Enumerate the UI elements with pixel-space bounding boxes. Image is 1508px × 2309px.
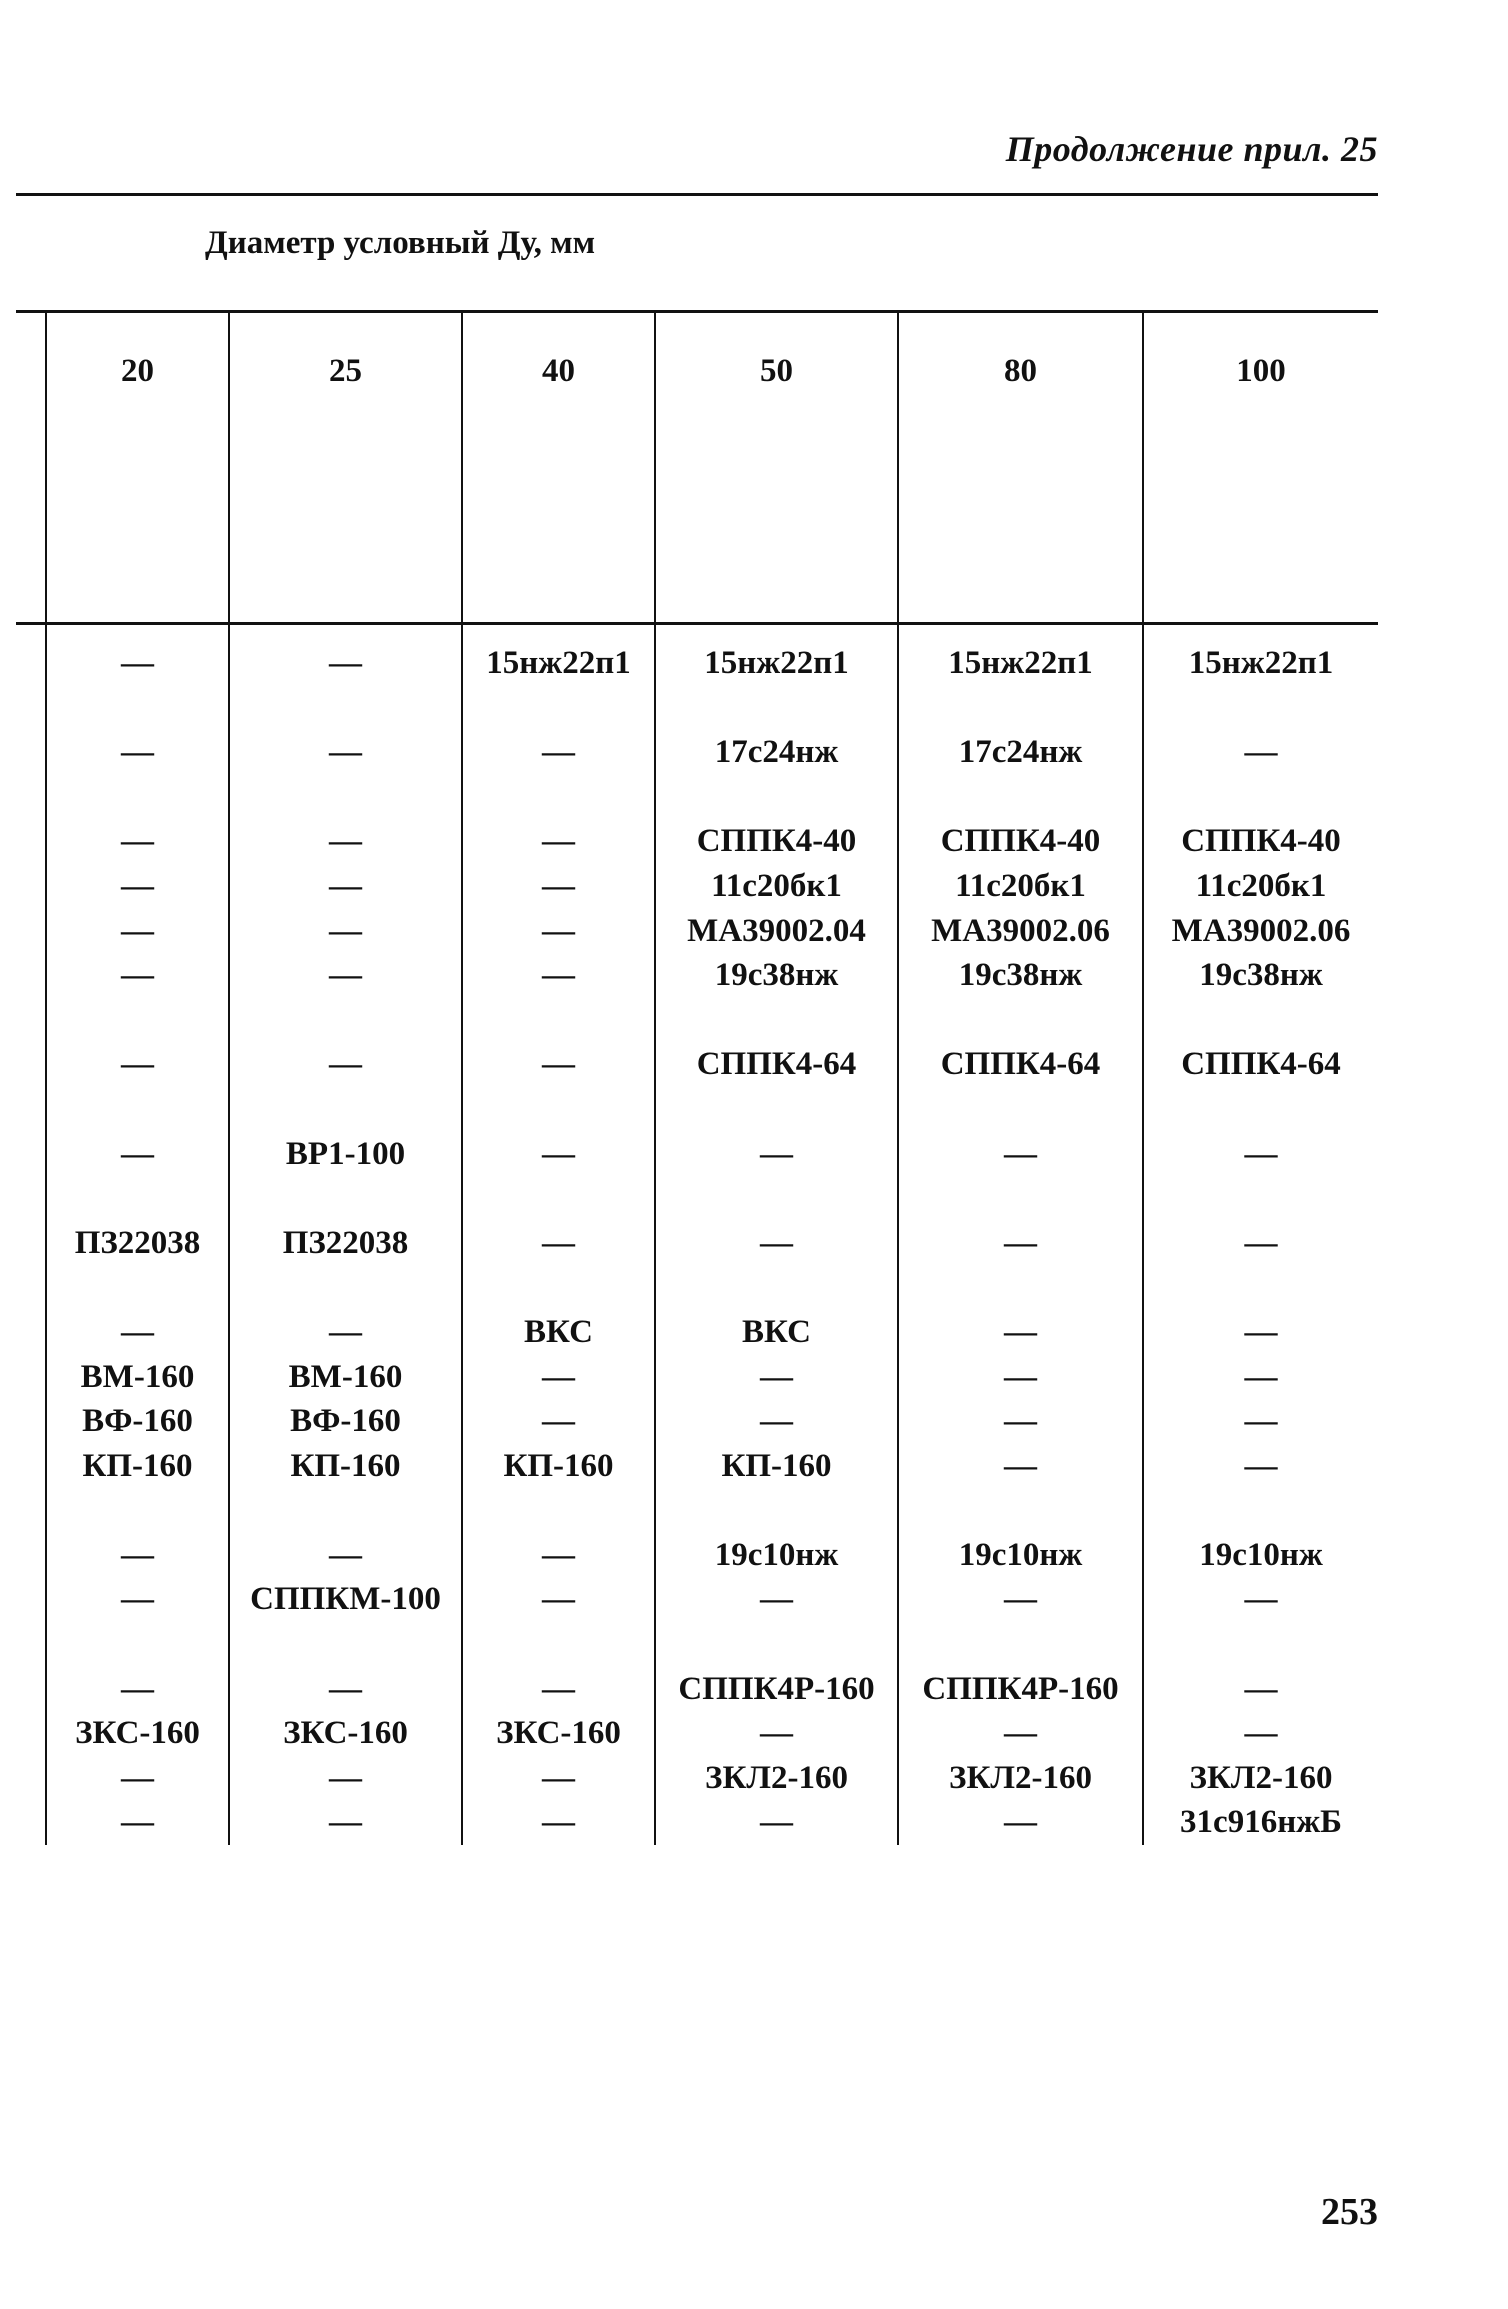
- row-lead-cell: [16, 909, 46, 954]
- table-cell: [46, 1176, 229, 1221]
- table-cell: [655, 775, 898, 820]
- table-cell: [655, 686, 898, 731]
- row-lead-cell: [16, 1622, 46, 1667]
- row-lead-cell: [16, 998, 46, 1043]
- table-row: [16, 1488, 1378, 1533]
- table-row: [16, 1132, 1378, 1177]
- row-lead-cell: [16, 1355, 46, 1400]
- table-cell: —: [655, 1711, 898, 1756]
- table-cell: 19с10нж: [655, 1533, 898, 1578]
- column-header: 25: [229, 312, 462, 624]
- table-cell: —: [229, 1533, 462, 1578]
- table-cell: [1143, 998, 1378, 1043]
- row-lead-cell: [16, 686, 46, 731]
- table-cell: —: [46, 730, 229, 775]
- table-cell: —: [655, 1221, 898, 1266]
- table-row: [16, 1265, 1378, 1310]
- table-cell: [655, 1265, 898, 1310]
- table-cell: [898, 1087, 1143, 1132]
- table-cell: СППК4-64: [898, 1042, 1143, 1087]
- table-cell: [462, 1087, 655, 1132]
- table-cell: [1143, 1622, 1378, 1667]
- table-cell: —: [655, 1132, 898, 1177]
- table-cell: 19с10нж: [898, 1533, 1143, 1578]
- table-cell: —: [655, 1355, 898, 1400]
- table-cell: [1143, 1176, 1378, 1221]
- row-lead-cell: [16, 1087, 46, 1132]
- table-cell: —: [462, 1355, 655, 1400]
- table-cell: —: [1143, 1711, 1378, 1756]
- table-cell: ВКС: [462, 1310, 655, 1355]
- table-cell: [462, 1488, 655, 1533]
- table-cell: —: [46, 1310, 229, 1355]
- page-number: 253: [1321, 2191, 1378, 2233]
- table-cell: ВР1-100: [229, 1132, 462, 1177]
- diameter-table: [16, 310, 1378, 1845]
- table-cell: —: [1143, 1577, 1378, 1622]
- table-cell: [462, 686, 655, 731]
- table-cell: —: [229, 864, 462, 909]
- table-cell: 17с24нж: [898, 730, 1143, 775]
- table-cell: [462, 1176, 655, 1221]
- table-cell: [655, 1488, 898, 1533]
- table-cell: —: [46, 819, 229, 864]
- row-lead-cell: [16, 1667, 46, 1712]
- table-cell: МА39002.04: [655, 909, 898, 954]
- table-cell: КП-160: [46, 1444, 229, 1489]
- table-row: [16, 819, 1378, 864]
- table-cell: —: [462, 953, 655, 998]
- table-cell: [898, 998, 1143, 1043]
- table-cell: —: [1143, 1221, 1378, 1266]
- table-cell: —: [462, 1533, 655, 1578]
- table-cell: [898, 1176, 1143, 1221]
- table-row: [16, 953, 1378, 998]
- table-cell: —: [1143, 1667, 1378, 1712]
- row-lead-cell: [16, 1132, 46, 1177]
- table-cell: —: [229, 819, 462, 864]
- table-cell: —: [462, 730, 655, 775]
- table-cell: —: [46, 624, 229, 686]
- row-lead-cell: [16, 1399, 46, 1444]
- table-cell: [46, 1622, 229, 1667]
- table-cell: [229, 1265, 462, 1310]
- table-cell: —: [46, 1577, 229, 1622]
- table-cell: СППК4Р-160: [655, 1667, 898, 1712]
- table-cell: —: [229, 1800, 462, 1845]
- table-row: [16, 1533, 1378, 1578]
- column-header: 80: [898, 312, 1143, 624]
- table-cell: МА39002.06: [898, 909, 1143, 954]
- table-cell: —: [46, 909, 229, 954]
- row-lead-cell: [16, 953, 46, 998]
- table-cell: 15нж22п1: [898, 624, 1143, 686]
- table-cell: ЗКС-160: [46, 1711, 229, 1756]
- table-cell: —: [898, 1132, 1143, 1177]
- table-cell: —: [229, 909, 462, 954]
- table-cell: —: [655, 1800, 898, 1845]
- table-cell: —: [655, 1399, 898, 1444]
- table-cell: —: [46, 1667, 229, 1712]
- table-row: [16, 686, 1378, 731]
- table-caption: Диаметр условный Ду, мм: [205, 225, 596, 261]
- table-cell: 19с10нж: [1143, 1533, 1378, 1578]
- row-lead-cell: [16, 1444, 46, 1489]
- table-body: [16, 624, 1378, 1846]
- table-cell: —: [229, 1042, 462, 1087]
- table-cell: —: [462, 1756, 655, 1801]
- row-lead-cell: [16, 730, 46, 775]
- table-cell: СППК4-40: [898, 819, 1143, 864]
- table-cell: ЗКЛ2-160: [655, 1756, 898, 1801]
- table-cell: ЗКЛ2-160: [898, 1756, 1143, 1801]
- table-cell: ВМ-160: [229, 1355, 462, 1400]
- table-cell: ЗКС-160: [229, 1711, 462, 1756]
- table-cell: —: [46, 1132, 229, 1177]
- table-cell: [229, 998, 462, 1043]
- table-cell: —: [898, 1577, 1143, 1622]
- table-cell: —: [1143, 1132, 1378, 1177]
- row-lead-cell: [16, 1533, 46, 1578]
- table-row: [16, 1577, 1378, 1622]
- table-cell: —: [898, 1711, 1143, 1756]
- table-row: [16, 998, 1378, 1043]
- table-cell: —: [898, 1399, 1143, 1444]
- running-header: Продолжение прил. 25: [1005, 129, 1378, 169]
- table-cell: —: [898, 1444, 1143, 1489]
- row-lead-cell: [16, 819, 46, 864]
- table-row: [16, 1800, 1378, 1845]
- row-lead-cell: [16, 775, 46, 820]
- table-cell: 11с20бк1: [655, 864, 898, 909]
- table-cell: —: [1143, 730, 1378, 775]
- table-cell: ПЗ22038: [46, 1221, 229, 1266]
- row-lead-cell: [16, 1221, 46, 1266]
- table-row: [16, 1711, 1378, 1756]
- column-header: 50: [655, 312, 898, 624]
- table-cell: —: [1143, 1444, 1378, 1489]
- table-cell: [229, 1622, 462, 1667]
- table-cell: СППК4-64: [655, 1042, 898, 1087]
- table-cell: [46, 1488, 229, 1533]
- table-row: [16, 1399, 1378, 1444]
- table-cell: —: [229, 1667, 462, 1712]
- table-cell: 19с38нж: [1143, 953, 1378, 998]
- table-cell: [898, 686, 1143, 731]
- column-header: 40: [462, 312, 655, 624]
- table-cell: [229, 1087, 462, 1132]
- table-cell: 17с24нж: [655, 730, 898, 775]
- table-cell: —: [462, 1577, 655, 1622]
- table-cell: [1143, 1488, 1378, 1533]
- table-cell: —: [462, 1042, 655, 1087]
- table-cell: ПЗ22038: [229, 1221, 462, 1266]
- table-cell: [229, 686, 462, 731]
- table-cell: 31с916нжБ: [1143, 1800, 1378, 1845]
- table-cell: [898, 775, 1143, 820]
- table-cell: —: [462, 1399, 655, 1444]
- table-cell: ВФ-160: [46, 1399, 229, 1444]
- table-cell: 11с20бк1: [1143, 864, 1378, 909]
- table-cell: КП-160: [655, 1444, 898, 1489]
- table-cell: —: [655, 1577, 898, 1622]
- table-cell: —: [898, 1800, 1143, 1845]
- table-row: [16, 1622, 1378, 1667]
- table-row: [16, 864, 1378, 909]
- table-row: [16, 1310, 1378, 1355]
- table-cell: [655, 1176, 898, 1221]
- table-cell: [229, 775, 462, 820]
- table-cell: —: [46, 953, 229, 998]
- table-cell: [46, 686, 229, 731]
- row-lead-cell: [16, 624, 46, 686]
- table-cell: —: [229, 1310, 462, 1355]
- table-cell: ЗКЛ2-160: [1143, 1756, 1378, 1801]
- table-cell: —: [462, 864, 655, 909]
- table-cell: —: [46, 1800, 229, 1845]
- table-cell: [46, 1087, 229, 1132]
- table-cell: СППК4-40: [655, 819, 898, 864]
- table-cell: —: [1143, 1355, 1378, 1400]
- table-row: [16, 1756, 1378, 1801]
- table-cell: [1143, 1087, 1378, 1132]
- table-cell: —: [1143, 1399, 1378, 1444]
- table-row: [16, 1221, 1378, 1266]
- table-cell: —: [462, 909, 655, 954]
- table-cell: —: [229, 624, 462, 686]
- table-cell: [898, 1265, 1143, 1310]
- table-cell: ВМ-160: [46, 1355, 229, 1400]
- table-cell: —: [462, 1132, 655, 1177]
- row-lead-cell: [16, 864, 46, 909]
- table-cell: СППК4-40: [1143, 819, 1378, 864]
- row-lead-cell: [16, 1488, 46, 1533]
- table-cell: [655, 1087, 898, 1132]
- row-lead-cell: [16, 1756, 46, 1801]
- table-row: [16, 775, 1378, 820]
- table-row: [16, 909, 1378, 954]
- row-lead-cell: [16, 1800, 46, 1845]
- table-cell: СППКМ-100: [229, 1577, 462, 1622]
- table-cell: 19с38нж: [655, 953, 898, 998]
- table-cell: —: [46, 1533, 229, 1578]
- table-row: [16, 1667, 1378, 1712]
- table-cell: [1143, 1265, 1378, 1310]
- table-row: [16, 624, 1378, 686]
- table-cell: [462, 1622, 655, 1667]
- column-header: 20: [46, 312, 229, 624]
- table-cell: —: [229, 953, 462, 998]
- table-cell: —: [462, 1221, 655, 1266]
- table-cell: —: [229, 1756, 462, 1801]
- column-header: 100: [1143, 312, 1378, 624]
- row-lead-cell: [16, 1176, 46, 1221]
- table-cell: ЗКС-160: [462, 1711, 655, 1756]
- table-row: [16, 730, 1378, 775]
- table-cell: МА39002.06: [1143, 909, 1378, 954]
- table-cell: [898, 1622, 1143, 1667]
- table-cell: —: [462, 819, 655, 864]
- table-cell: [462, 775, 655, 820]
- table-cell: [229, 1488, 462, 1533]
- header-rule: [16, 193, 1378, 196]
- table-cell: [1143, 775, 1378, 820]
- header-row: [16, 312, 1378, 624]
- table-cell: 15нж22п1: [655, 624, 898, 686]
- row-lead-cell: [16, 1711, 46, 1756]
- table-cell: [898, 1488, 1143, 1533]
- table-row: [16, 1355, 1378, 1400]
- table-cell: 15нж22п1: [1143, 624, 1378, 686]
- table-cell: —: [229, 730, 462, 775]
- table-cell: —: [46, 864, 229, 909]
- table-cell: 19с38нж: [898, 953, 1143, 998]
- table-cell: —: [46, 1042, 229, 1087]
- table-cell: 11с20бк1: [898, 864, 1143, 909]
- table-cell: —: [898, 1221, 1143, 1266]
- table-cell: [655, 998, 898, 1043]
- table-cell: СППК4Р-160: [898, 1667, 1143, 1712]
- table-cell: [46, 1265, 229, 1310]
- table-cell: [46, 775, 229, 820]
- table-cell: —: [46, 1756, 229, 1801]
- table-cell: —: [898, 1355, 1143, 1400]
- table-cell: —: [462, 1800, 655, 1845]
- table-cell: ВКС: [655, 1310, 898, 1355]
- table-cell: [229, 1176, 462, 1221]
- row-lead-cell: [16, 1310, 46, 1355]
- table-cell: [655, 1622, 898, 1667]
- table-cell: КП-160: [462, 1444, 655, 1489]
- header-lead-cell: [16, 312, 46, 624]
- row-lead-cell: [16, 1042, 46, 1087]
- table-row: [16, 1176, 1378, 1221]
- table-cell: —: [1143, 1310, 1378, 1355]
- table-row: [16, 1087, 1378, 1132]
- table-cell: [462, 1265, 655, 1310]
- table-row: [16, 1444, 1378, 1489]
- table-row: [16, 1042, 1378, 1087]
- table-cell: —: [462, 1667, 655, 1712]
- table-cell: [1143, 686, 1378, 731]
- table-cell: 15нж22п1: [462, 624, 655, 686]
- table-cell: —: [898, 1310, 1143, 1355]
- table-cell: [462, 998, 655, 1043]
- row-lead-cell: [16, 1577, 46, 1622]
- table-cell: КП-160: [229, 1444, 462, 1489]
- row-lead-cell: [16, 1265, 46, 1310]
- table-cell: ВФ-160: [229, 1399, 462, 1444]
- table-cell: СППК4-64: [1143, 1042, 1378, 1087]
- table-cell: [46, 998, 229, 1043]
- valve-spec-table: [16, 310, 1378, 1845]
